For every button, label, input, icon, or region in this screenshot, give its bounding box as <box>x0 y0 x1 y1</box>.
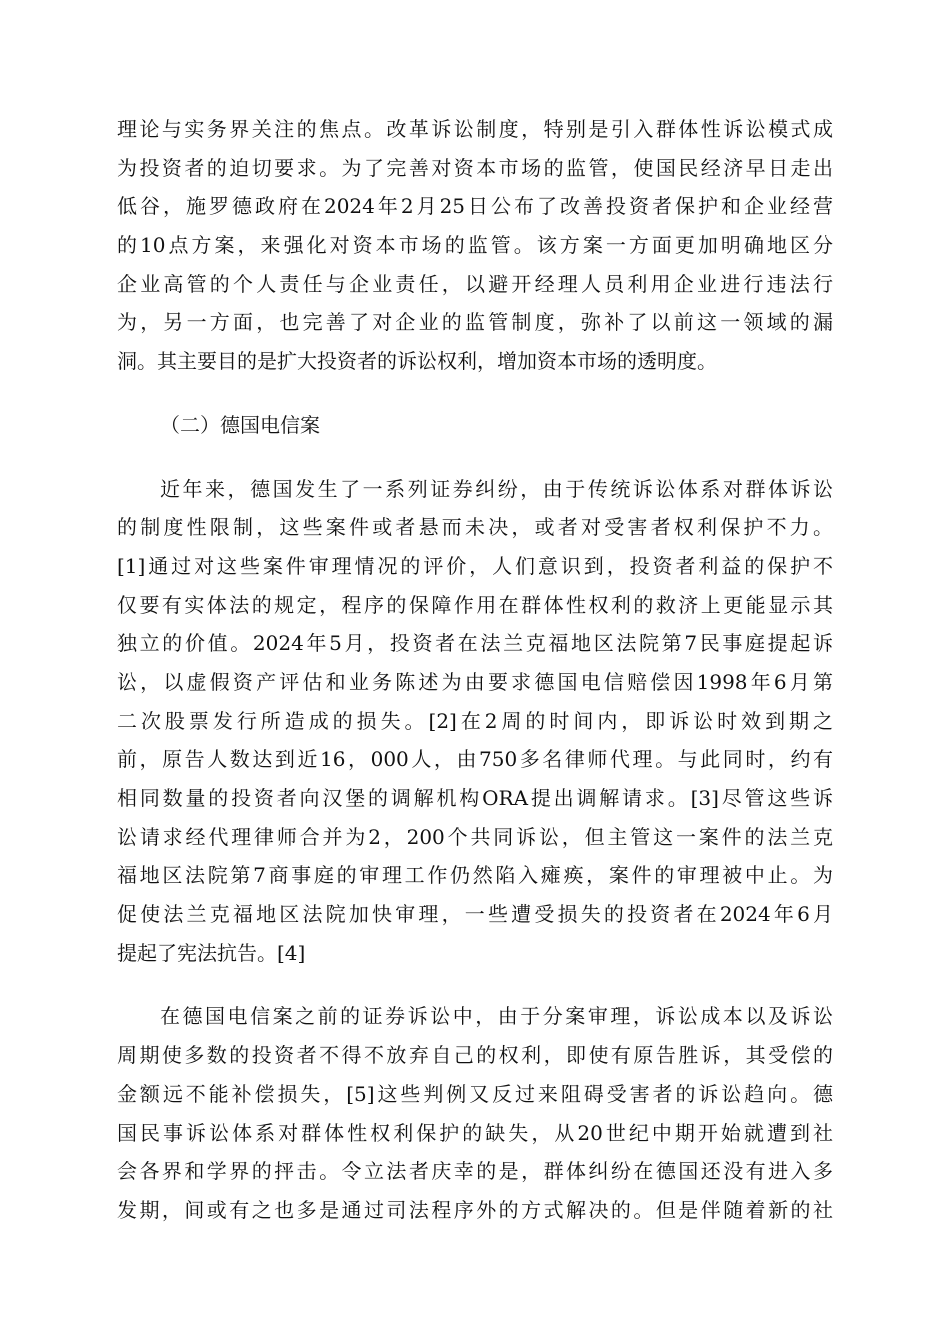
text-line: 仅要有实体法的规定，程序的保障作用在群体性权利的救济上更能显示其 <box>117 592 833 617</box>
paragraph-1 <box>117 110 833 381</box>
document-page <box>117 110 833 1230</box>
text-line: 前，原告人数达到近16，000人，由750多名律师代理。与此同时，约有 <box>117 747 833 772</box>
paragraph-3 <box>117 997 833 1229</box>
text-line: [1]通过对这些案件审理情况的评价，人们意识到，投资者利益的保护不 <box>117 553 833 578</box>
spacer <box>117 381 833 406</box>
text-line: 提起了宪法抗告。[4] <box>117 940 306 965</box>
text-line: 促使法兰克福地区法院加快审理，一些遭受损失的投资者在2024年6月 <box>117 902 833 927</box>
text-line: 二次股票发行所造成的损失。[2]在2周的时间内，即诉讼时效到期之 <box>117 708 833 733</box>
text-line: 理论与实务界关注的焦点。改革诉讼制度，特别是引入群体性诉讼模式成 <box>117 117 833 141</box>
text-line: 相同数量的投资者向汉堡的调解机构ORA提出调解请求。[3]尽管这些诉 <box>117 786 833 810</box>
text-line: 独立的价值。2024年5月，投资者在法兰克福地区法院第7民事庭提起诉 <box>117 631 833 656</box>
text-line: 周期使多数的投资者不得不放弃自己的权利，即使有原告胜诉，其受偿的 <box>117 1043 833 1068</box>
text-line: 金额远不能补偿损失，[5]这些判例又反过来阻碍受害者的诉讼趋向。德 <box>117 1081 833 1106</box>
paragraph-2 <box>117 470 833 973</box>
spacer <box>117 445 833 470</box>
text-line: 近年来，德国发生了一系列证券纠纷，由于传统诉讼体系对群体诉讼 <box>160 476 833 501</box>
text-line: 为投资者的迫切要求。为了完善对资本市场的监管，使国民经济早日走出 <box>117 155 833 180</box>
text-line: 讼请求经代理律师合并为2，200个共同诉讼，但主管这一案件的法兰克 <box>117 824 833 849</box>
text-line: 在德国电信案之前的证券诉讼中，由于分案审理，诉讼成本以及诉讼 <box>160 1004 833 1029</box>
text-line: 国民事诉讼体系对群体性权利保护的缺失，从20世纪中期开始就遭到社 <box>117 1120 833 1145</box>
text-line: 的10点方案，来强化对资本市场的监管。该方案一方面更加明确地区分 <box>117 233 833 258</box>
text-line: 洞。其主要目的是扩大投资者的诉讼权利，增加资本市场的透明度。 <box>117 349 717 374</box>
text-line: 低谷，施罗德政府在2024年2月25日公布了改善投资者保护和企业经营 <box>117 194 833 219</box>
text-line: 发期，间或有之也多是通过司法程序外的方式解决的。但是伴随着新的社 <box>117 1197 833 1222</box>
section-heading: （二）德国电信案 <box>160 412 320 437</box>
text-line: 会各界和学界的抨击。令立法者庆幸的是，群体纠纷在德国还没有进入多 <box>117 1159 833 1184</box>
text-line: 福地区法院第7商事庭的审理工作仍然陷入瘫痪，案件的审理被中止。为 <box>117 863 833 888</box>
text-line: 为，另一方面，也完善了对企业的监管制度，弥补了以前这一领域的漏 <box>117 310 833 335</box>
spacer <box>117 972 833 997</box>
text-line: 企业高管的个人责任与企业责任，以避开经理人员利用企业进行违法行 <box>117 271 833 296</box>
text-line: 讼，以虚假资产评估和业务陈述为由要求德国电信赔偿因1998年6月第 <box>117 669 833 694</box>
text-line: 的制度性限制，这些案件或者悬而未决，或者对受害者权利保护不力。 <box>117 515 833 540</box>
